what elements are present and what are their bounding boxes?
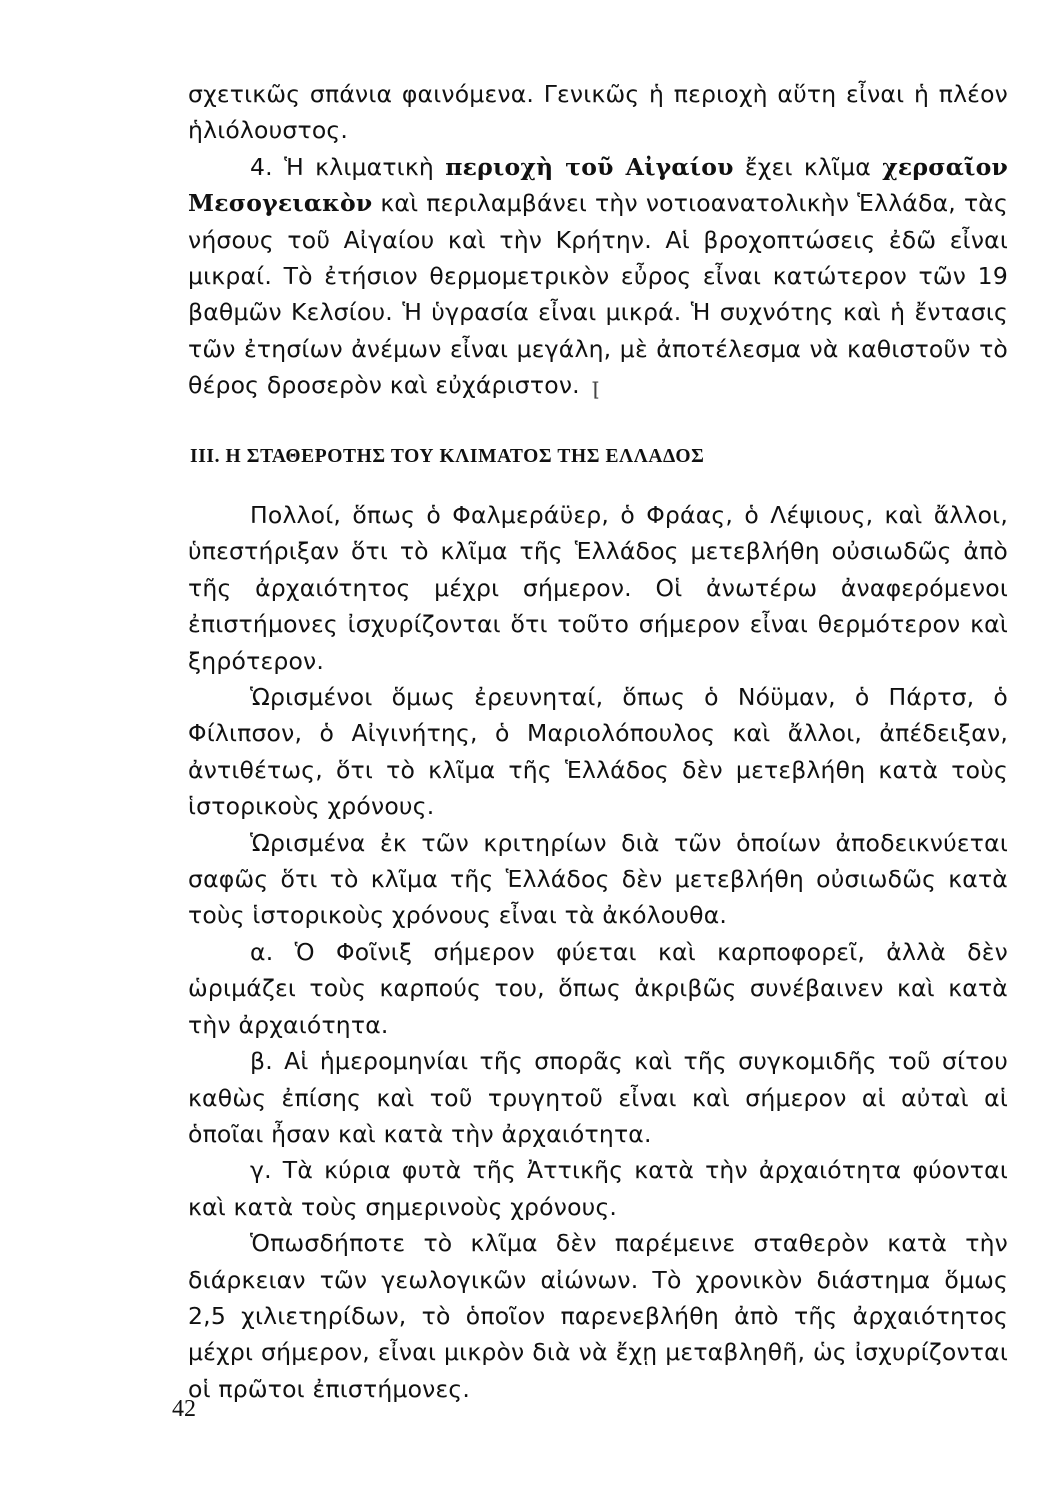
page-number: 42 <box>172 1396 196 1422</box>
item4-lead: 4. Ἡ κλιματικὴ <box>250 152 446 181</box>
section-heading: ΙΙΙ. Η ΣΤΑΘΕΡΟΤΗΣ ΤΟΥ ΚΛΙΜΑΤΟΣ ΤΗΣ ΕΛΛΑΔΟΣ <box>190 446 705 467</box>
paragraph-climate-region-4 <box>188 149 1008 406</box>
paragraph-2: Ὡρισμένοι ὅμως ἐρευνηταί, ὅπως ὁ Νόϋμαν, ὁ Πάρτσ, ὁ Φίλιπσον, ὁ Αἰγινήτης, ὁ Μαριολόπουλος καὶ ἄλλοι, ἀπέδειξαν, ἀντιθέτως, ὅτι τὸ κλῖμα τῆς Ἑλλάδος δὲν μετεβλήθη κατὰ τοὺς ἱστορικοὺς χρόνους. <box>188 683 1008 821</box>
section-body <box>188 497 1008 1407</box>
paragraph-continuation: σχετικῶς σπάνια φαινόμενα. Γενικῶς ἡ περιοχὴ αὕτη εἶναι ἡ πλέον ἡλιόλουστος. <box>188 80 1008 145</box>
item4-tail: καὶ περιλαμβάνει τὴν νοτιοανατολικὴν Ἑλλάδα, τὰς νήσους τοῦ Αἰγαίου καὶ τὴν Κρήτην. Αἱ βροχοπτώσεις ἐδῶ εἶναι μικραί. Τὸ ἐτήσιον θερμομετρικὸν εὖρος εἶναι κατώτερον τῶν 19 βαθμῶν Κελσίου. Ἡ ὑγρασία εἶναι μικρά. Ἡ συχνότης καὶ ἡ ἔντασις τῶν ἐτησίων ἀνέμων εἶναι μεγάλη, μὲ ἀποτέλεσμα νὰ καθιστοῦν τὸ θέρος δροσερὸν καὶ εὐχάριστον. <box>188 189 1008 400</box>
top-text-block <box>188 76 1008 406</box>
region-name-bold: περιοχὴ τοῦ Αἰγαίου <box>445 152 734 181</box>
list-item-alpha: α. Ὁ Φοῖνιξ σήμερον φύεται καὶ καρποφορεῖ, ἀλλὰ δὲν ὡριμάζει τοὺς καρπούς του, ὅπως ἀκριβῶς συνέβαινεν καὶ κατὰ τὴν ἀρχαιότητα. <box>188 937 1008 1039</box>
paragraph-conclusion: Ὁπωσδήποτε τὸ κλῖμα δὲν παρέμεινε σταθερὸν κατὰ τὴν διάρκειαν τῶν γεωλογικῶν αἰώνων. Τὸ χρονικὸν διάστημα ὅμως 2,5 χιλιετηρίδων, τὸ ὁποῖον παρενεβλήθη ἀπὸ τῆς ἀρχαιότητος μέχρι σήμερον, εἶναι μικρὸν διὰ νὰ ἔχῃ μεταβληθῆ, ὡς ἰσχυρίζονται οἱ πρῶτοι ἐπιστήμονες. <box>188 1229 1008 1403</box>
list-item-gamma: γ. Τὰ κύρια φυτὰ τῆς Ἀττικῆς κατὰ τὴν ἀρχαιότητα φύονται καὶ κατὰ τοὺς σημερινοὺς χρόνους. <box>188 1156 1008 1221</box>
paragraph-3: Ὡρισμένα ἐκ τῶν κριτηρίων διὰ τῶν ὁποίων ἀποδεικνύεται σαφῶς ὅτι τὸ κλῖμα τῆς Ἑλλάδος δὲν μετεβλήθη οὐσιωδῶς κατὰ τοὺς ἱστορικοὺς χρόνους εἶναι τὰ ἀκόλουθα. <box>188 828 1008 930</box>
climate-type-bold: χερσαῖον Μεσογειακὸν <box>188 152 1008 218</box>
paragraph-1: Πολλοί, ὅπως ὁ Φαλμεράϋερ, ὁ Φράας, ὁ Λέψιους, καὶ ἄλλοι, ὑπεστήριξαν ὅτι τὸ κλῖμα τῆς Ἑλλάδος μετεβλήθη οὐσιωδῶς ἀπὸ τῆς ἀρχαιότητος μέχρι σήμερον. Οἱ ἀνωτέρω ἀναφερόμενοι ἐπιστήμονες ἰσχυρίζονται ὅτι τοῦτο σήμερον εἶναι θερμότερον καὶ ξηρότερον. <box>188 501 1008 675</box>
handwritten-mark: ꞁ <box>591 374 600 400</box>
item4-middle: ἔχει κλῖμα <box>733 152 883 181</box>
list-item-beta: β. Αἱ ἡμερομηνίαι τῆς σπορᾶς καὶ τῆς συγκομιδῆς τοῦ σίτου καθὼς ἐπίσης καὶ τοῦ τρυγητοῦ εἶναι καὶ σήμερον αἱ αὐταὶ αἱ ὁποῖαι ἦσαν καὶ κατὰ τὴν ἀρχαιότητα. <box>188 1047 1008 1148</box>
